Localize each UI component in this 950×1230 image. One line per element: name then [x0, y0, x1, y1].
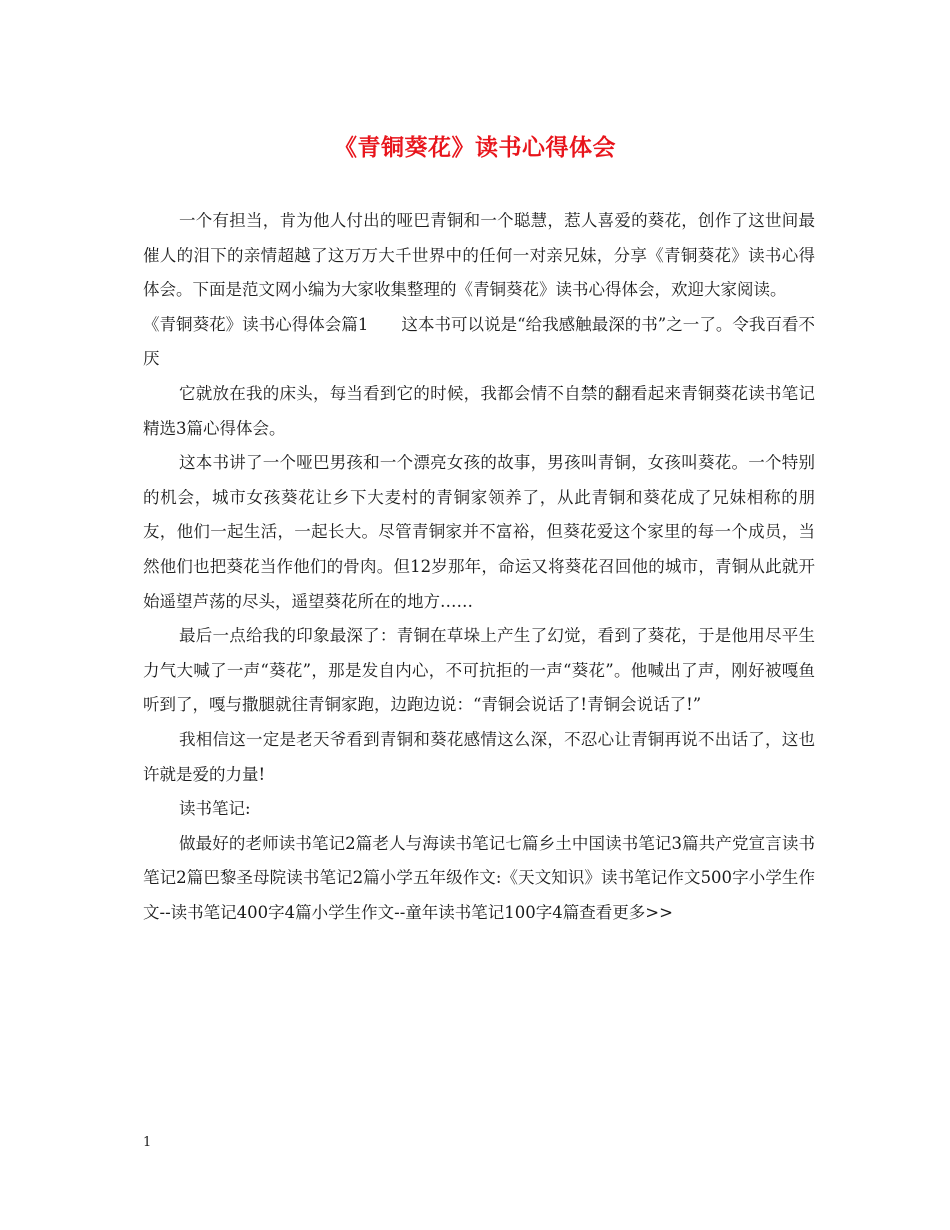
paragraph-intro: 一个有担当，肯为他人付出的哑巴青铜和一个聪慧，惹人喜爱的葵花，创作了这世间最催人的泪下的亲情超越了这万万大千世界中的任何一对亲兄妹，分享《青铜葵花》读书心得体会。下面是范文网小编为大家收集整理的《青铜葵花》读书心得体会，欢迎大家阅读。: [143, 211, 815, 300]
paragraph-notes-label: 读书笔记:: [179, 799, 251, 819]
document-title: 《青铜葵花》读书心得体会: [334, 134, 616, 161]
paragraph: 我相信这一定是老天爷看到青铜和葵花感情这么深，不忍心让青铜再说不出话了，这也许就是爱的力量!: [143, 729, 815, 784]
paragraph: 最后一点给我的印象最深了：青铜在草垛上产生了幻觉，看到了葵花，于是他用尽平生力气大喊了一声“葵花”，那是发自内心，不可抗拒的一声“葵花”。他喊出了声，刚好被嘎鱼听到了，嘎与撒腿就往青铜家跑，边跑边说：“青铜会说话了!青铜会说话了!”: [143, 626, 815, 715]
paragraph: 它就放在我的床头，每当看到它的时候，我都会情不自禁的翻看起来青铜葵花读书笔记精选3篇心得体会。: [143, 383, 815, 438]
page-number: 1: [143, 1135, 152, 1150]
paragraph-section-heading: 《青铜葵花》读书心得体会篇1 这本书可以说是“给我感触最深的书”之一了。令我百看不厌: [143, 314, 815, 369]
paragraph: 这本书讲了一个哑巴男孩和一个漂亮女孩的故事，男孩叫青铜，女孩叫葵花。一个特别的机会，城市女孩葵花让乡下大麦村的青铜家领养了，从此青铜和葵花成了兄妹相称的朋友，他们一起生活，一起长大。尽管青铜家并不富裕，但葵花爱这个家里的每一个成员，当然他们也把葵花当作他们的骨肉。但12岁那年，命运又将葵花召回他的城市，青铜从此就开始遥望芦荡的尽头，遥望葵花所在的地方……: [143, 453, 815, 611]
document-body: [143, 204, 815, 930]
paragraph-related-links: 做最好的老师读书笔记2篇老人与海读书笔记七篇乡土中国读书笔记3篇共产党宣言读书笔记2篇巴黎圣母院读书笔记2篇小学五年级作文:《天文知识》读书笔记作文500字小学生作文--读书笔记400字4篇小学生作文--童年读书笔记100字4篇查看更多>>: [143, 833, 815, 922]
